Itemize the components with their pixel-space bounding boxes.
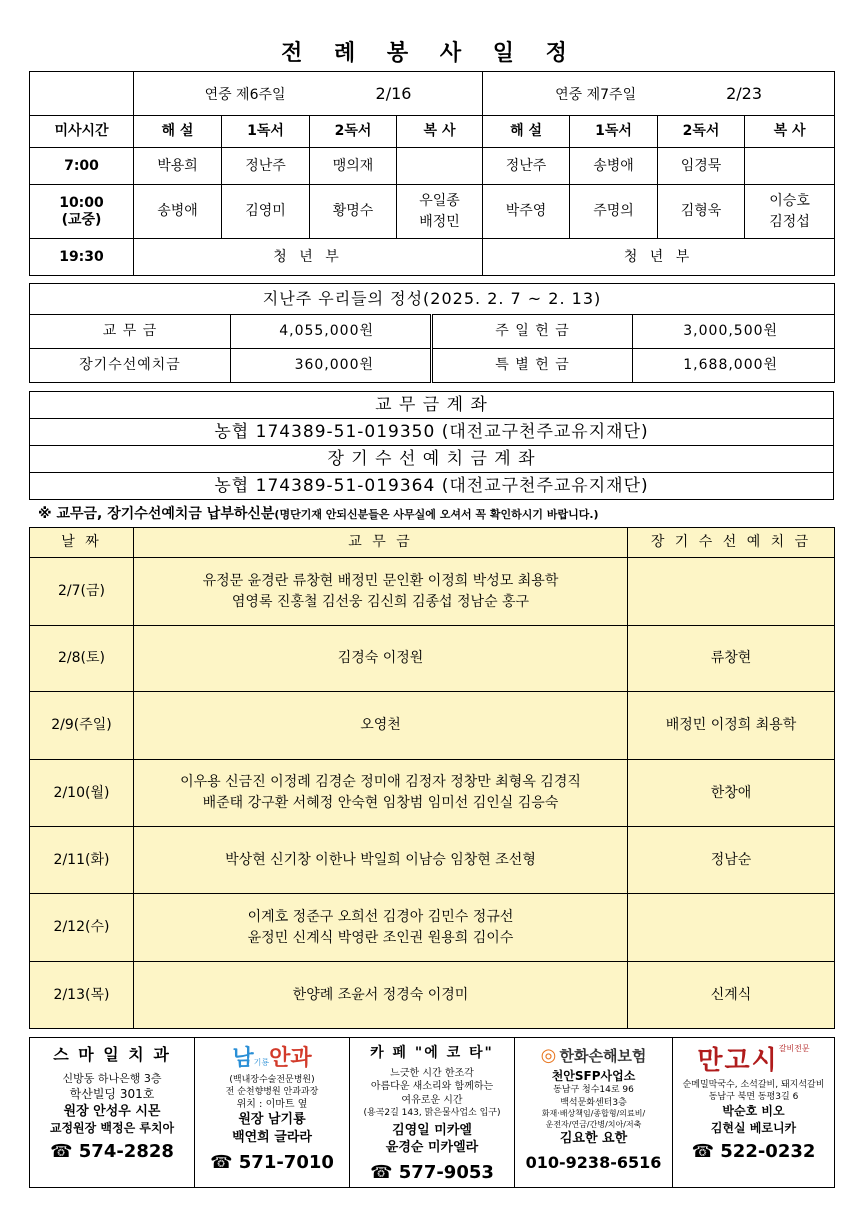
week-name: 연중 제6주일: [204, 86, 286, 103]
server-cell: [745, 148, 835, 185]
ad-phone: ☎ 574-2828: [50, 1141, 174, 1163]
repair-names: 정남순: [628, 827, 835, 894]
role-header: 1독서: [570, 116, 658, 148]
ad-phone: ☎ 571-7010: [210, 1151, 334, 1173]
hanwha-logo-icon: ◎: [540, 1045, 557, 1066]
liturgy-schedule-table: [29, 71, 835, 276]
ad-line: 순메밀막국수, 소석갈비, 돼지석갈비: [682, 1080, 825, 1091]
ad-smile-dental: [30, 1038, 195, 1188]
ad-line: 신방동 하나은행 3층: [62, 1071, 162, 1085]
mass-time: 10:00 (교중): [30, 185, 134, 239]
tithe-header: 교 무 금: [134, 528, 628, 558]
week-date: 2/23: [726, 83, 763, 103]
offering-label: 교 무 금: [30, 315, 231, 349]
server-cell: 김영미: [222, 185, 310, 239]
ad-mangosi-restaurant: [673, 1038, 835, 1188]
offering-value: 4,055,000원: [231, 315, 432, 349]
logo-small: 기룡: [253, 1058, 270, 1067]
server-cell: 박용희: [134, 148, 222, 185]
server-cell: 맹의재: [310, 148, 397, 185]
ad-person: 김영일 미카엘: [392, 1122, 472, 1138]
server-cell: [397, 148, 483, 185]
ad-phone: ☎ 577-9053: [370, 1161, 494, 1183]
repair-names: 배정민 이정희 최용학: [628, 692, 835, 760]
role-header: 해 설: [134, 116, 222, 148]
role-header: 복 사: [745, 116, 835, 148]
time-header: 미사시간: [30, 116, 134, 148]
week-name: 연중 제7주일: [555, 86, 637, 103]
ad-person: 원장 남기룡: [238, 1112, 306, 1128]
offering-value: 3,000,500원: [633, 315, 835, 349]
offerings-title: 지난주 우리들의 정성(2025. 2. 7 ~ 2. 13): [30, 284, 835, 315]
ad-line: 느긋한 시간 한조각: [390, 1067, 474, 1079]
week-header-1: [134, 72, 483, 116]
role-header: 복 사: [397, 116, 483, 148]
role-header: 1독서: [222, 116, 310, 148]
repair-names: [628, 558, 835, 626]
server-cell: 김형욱: [658, 185, 745, 239]
repair-names: 신계식: [628, 962, 835, 1029]
ad-cafe-ecota: [350, 1038, 515, 1188]
logo-tag: 갈비전문: [778, 1044, 810, 1053]
payment-date: 2/13(목): [30, 962, 134, 1029]
youth-group-cell: 청 년 부: [134, 239, 483, 276]
notice-main: ※ 교무금, 장기수선예치금 납부하신분: [38, 506, 275, 522]
ad-logo: [195, 1044, 349, 1074]
logo-nam: 남: [232, 1046, 254, 1071]
repair-header: 장 기 수 선 예 치 금: [628, 528, 835, 558]
offering-label: 주 일 헌 금: [432, 315, 633, 349]
server-cell: 우일종 배정민: [397, 185, 483, 239]
payment-date: 2/12(수): [30, 894, 134, 962]
ad-nam-eye-clinic: [195, 1038, 350, 1188]
repair-names: 한창애: [628, 760, 835, 827]
ad-line: 화재·배상책임/종합형/의료비/: [541, 1108, 646, 1118]
ad-line: 동남구 청수14로 96: [553, 1085, 634, 1096]
offering-label: 특 별 헌 금: [432, 349, 633, 383]
ad-line: 여유로운 시간: [401, 1094, 463, 1106]
ad-line: (백내장수술전문병원): [229, 1074, 315, 1085]
payment-date: 2/7(금): [30, 558, 134, 626]
ad-person: 교정원장 백정은 루치아: [49, 1121, 175, 1136]
ad-line: 전 순천향병원 안과과장: [225, 1086, 319, 1097]
role-header: 2독서: [310, 116, 397, 148]
server-cell: 이승호 김정섭: [745, 185, 835, 239]
ad-logo: [673, 1044, 834, 1079]
ad-line: 운전자/연금/간병/치아/저축: [545, 1119, 642, 1129]
account-label: 장 기 수 선 예 치 금 계 좌: [30, 446, 834, 473]
page-title: 전 례 봉 사 일 정: [281, 41, 579, 66]
logo-text: 한화손해보험: [559, 1047, 647, 1065]
ad-person: 김현실 베로니카: [710, 1120, 797, 1135]
server-cell: 정난주: [483, 148, 570, 185]
notice-sub: (명단기재 안되신분들은 사무실에 오셔서 꼭 확인하시기 바랍니다.): [274, 508, 599, 521]
week-header-2: [483, 72, 835, 116]
ad-phone: ☎ 522-0232: [691, 1140, 816, 1162]
ad-hanwha-insurance: [515, 1038, 673, 1188]
corner-cell: [30, 72, 134, 116]
account-number: 농협 174389-51-019364 (대전교구천주교유지재단): [30, 473, 834, 500]
ad-person: 백연희 글라라: [232, 1130, 312, 1146]
server-cell: 정난주: [222, 148, 310, 185]
repair-names: 류창현: [628, 626, 835, 692]
ad-line: 아름다운 새소리와 함께하는: [370, 1081, 494, 1093]
mass-time: 7:00: [30, 148, 134, 185]
ad-title: 스 마 일 치 과: [53, 1045, 171, 1064]
logo-eye: 안과: [269, 1046, 312, 1071]
role-header: 해 설: [483, 116, 570, 148]
payments-table: [29, 527, 835, 1029]
ad-person: 원장 안성우 시몬: [63, 1103, 161, 1119]
ad-line: 위치 : 이마트 옆: [236, 1098, 308, 1110]
tithe-names: 박상현 신기창 이한나 박일희 이남승 임창현 조선형: [134, 827, 628, 894]
account-number: 농협 174389-51-019350 (대전교구천주교유지재단): [30, 419, 834, 446]
ad-person: 김요한 요한: [559, 1131, 628, 1147]
ad-line: 학산빌딩 301호: [69, 1087, 155, 1102]
offering-label: 장기수선예치금: [30, 349, 231, 383]
role-header: 2독서: [658, 116, 745, 148]
server-cell: 박주영: [483, 185, 570, 239]
mass-time: 19:30: [30, 239, 134, 276]
account-label: 교 무 금 계 좌: [30, 392, 834, 419]
sponsor-ads: [29, 1037, 835, 1188]
tithe-names: 유정문 윤경란 류창현 배정민 문인환 이정희 박성모 최용학 염영록 진홍철 김선웅 김신희 김종섭 정남순 홍구: [134, 558, 628, 626]
ad-line: (용곡2길 143, 맑은물사업소 입구): [363, 1108, 501, 1119]
tithe-names: 오영천: [134, 692, 628, 760]
accounts-table: [29, 391, 834, 500]
server-cell: 임경묵: [658, 148, 745, 185]
payment-date: 2/11(화): [30, 827, 134, 894]
ad-title: 카 페 "에 코 타": [370, 1045, 494, 1061]
ad-person: 박순호 비오: [722, 1104, 785, 1119]
payment-date: 2/9(주일): [30, 692, 134, 760]
tithe-names: 김경숙 이정원: [134, 626, 628, 692]
tithe-names: 이우용 신금진 이정례 김경순 정미애 김정자 정창만 최형옥 김경직 배준태 강구환 서혜정 안숙현 임창범 임미선 김인실 김응숙: [134, 760, 628, 827]
ad-logo: [515, 1044, 672, 1068]
ad-phone: 010-9238-6516: [525, 1152, 662, 1172]
server-cell: 황명수: [310, 185, 397, 239]
payment-date: 2/8(토): [30, 626, 134, 692]
tithe-names: 이계호 정준구 오희선 김경아 김민수 정규선 윤정민 신계식 박영란 조인권 원용희 김이수: [134, 894, 628, 962]
offerings-table: [29, 283, 835, 383]
ad-title: 천안SFP사업소: [551, 1069, 636, 1084]
payment-date: 2/10(월): [30, 760, 134, 827]
offering-value: 360,000원: [231, 349, 432, 383]
repair-names: [628, 894, 835, 962]
date-header: 날 짜: [30, 528, 134, 558]
ad-line: 백석문화센터3층: [560, 1097, 627, 1108]
server-cell: 송병애: [570, 148, 658, 185]
offering-value: 1,688,000원: [633, 349, 835, 383]
week-date: 2/16: [375, 83, 412, 103]
server-cell: 주명의: [570, 185, 658, 239]
youth-group-cell: 청 년 부: [483, 239, 835, 276]
server-cell: 송병애: [134, 185, 222, 239]
ad-line: 동남구 북면 동평3길 6: [708, 1092, 799, 1103]
logo-text: 만고시: [697, 1046, 779, 1076]
ad-person: 윤경순 미카엘라: [385, 1140, 479, 1156]
payment-notice: [38, 503, 599, 523]
tithe-names: 한양례 조윤서 정경숙 이경미: [134, 962, 628, 1029]
